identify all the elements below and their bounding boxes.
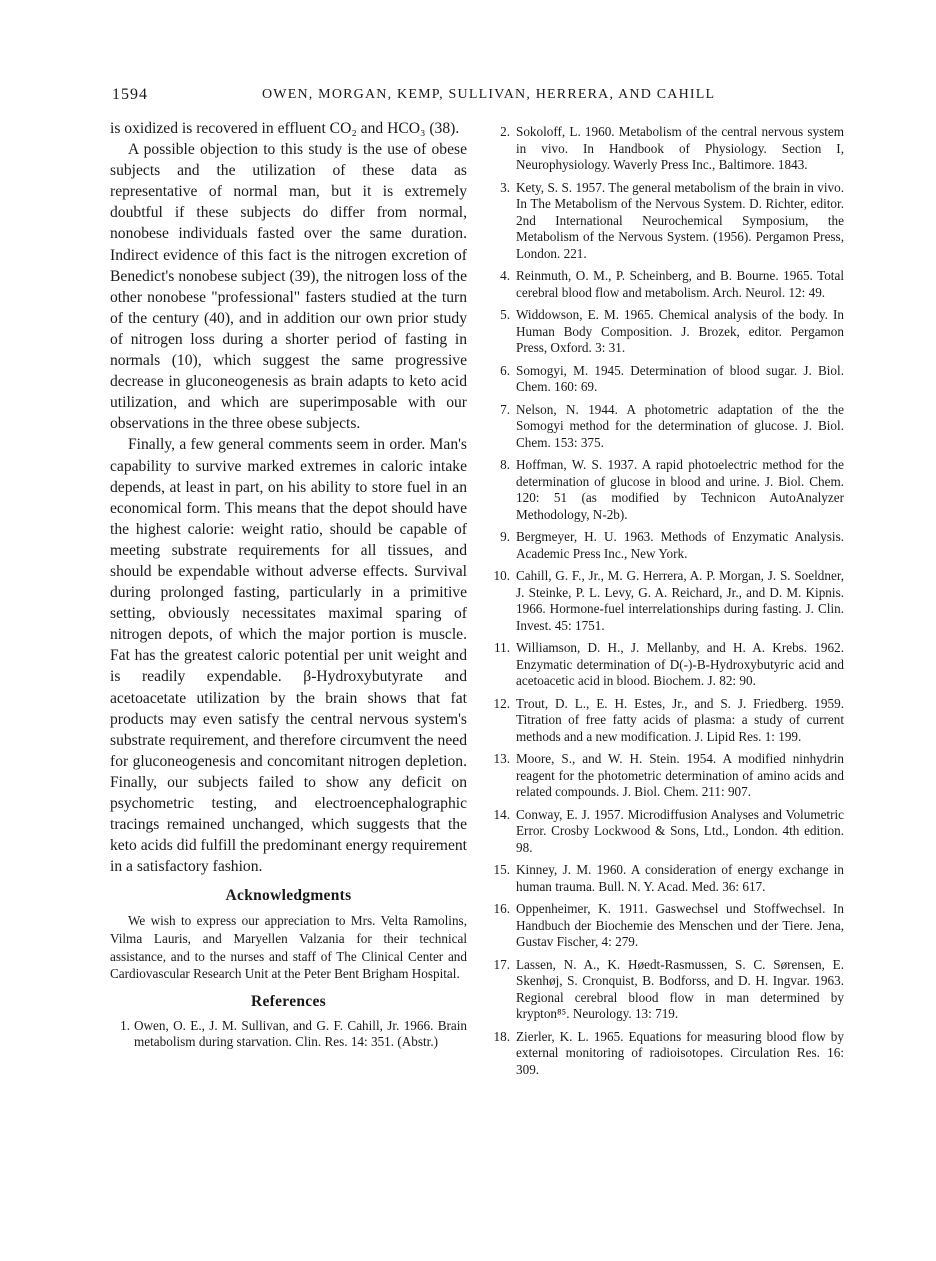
reference-number: 5. <box>500 307 510 322</box>
reference-number: 12. <box>493 695 510 711</box>
reference-number: 13. <box>493 751 510 766</box>
page-header <box>112 86 852 110</box>
reference-number: 1. <box>120 1017 130 1033</box>
reference-number: 6. <box>500 362 510 378</box>
reference-text: Zierler, K. L. 1965. Equations for measuring blood flow by external monitoring of radioisotopes. Circulation Res. 16: 309. <box>516 1028 844 1077</box>
reference-number: 11. <box>494 640 510 655</box>
reference-text: Reinmuth, O. M., P. Scheinberg, and B. Bourne. 1965. Total cerebral blood flow and metabolism. Arch. Neurol. 12: 49. <box>516 268 844 300</box>
reference-text: Oppenheimer, K. 1911. Gaswechsel und Stoffwechsel. In Handbuch der Biochemie des Menschen und der Tiere. Jena, Gustav Fischer, 4: 279. <box>516 901 844 949</box>
reference-text: Bergmeyer, H. U. 1963. Methods of Enzymatic Analysis. Academic Press Inc., New York. <box>516 529 844 561</box>
reference-number: 9. <box>500 529 510 544</box>
acknowledgments-text: We wish to express our appreciation to Mrs. Velta Ramolins, Vilma Lauris, and Maryellen Valzania for their technical assistance, and to the nurses and staff of The Clinical Center and Cardiovascular Research Unit at the Peter Bent Brigham Hospital. <box>110 913 467 982</box>
reference-text: Lassen, N. A., K. Høedt-Rasmussen, S. C. Sørensen, E. Skenhøj, S. Cronquist, B. Bodforss, and D. H. Ingvar. 1963. Regional cerebral blood flow in man determined by krypton⁸⁵. Neurology. 13: 719. <box>516 956 844 1021</box>
reference-text: Sokoloff, L. 1960. Metabolism of the central nervous system in vivo. In Handbook of Physiology. Section I, Neurophysiology. Waverly Press Inc., Baltimore. 1843. <box>516 124 844 172</box>
reference-item <box>486 751 844 801</box>
body-paragraph: is oxidized is recovered in effluent CO₂ and HCO₃ (38). <box>110 120 460 137</box>
body-paragraph: Finally, a few general comments seem in order. Man's capability to survive marked extremes in caloric intake depends, at least in part, on his ability to store fuel in an economical form. This means that the depot should have the highest calorie: weight ratio, should be capable of meeting substrate requirements for all tissues, and should be expendable without adverse effects. Survival during prolonged fasting, particularly in a primitive setting, obviously necessitates maximal sparing of nitrogen depots, of which the major portion is muscle. Fat has the greatest caloric potential per unit weight and is readily expendable. β-Hydroxybutyrate and acetoacetate utilization by the brain shows that fat products may even satisfy the central nervous system's substrate requirement, and therefore circumvent the need for gluconeogenesis and concomitant nitrogen depletion. Finally, our subjects failed to show any deficit on psychometric testing, and electroencephalographic tracings remained unchanged, which suggests that the keto acids did fulfill the predominant energy requirement in a satisfactory fashion. <box>110 436 467 876</box>
reference-item <box>486 568 844 634</box>
reference-text: Kety, S. S. 1957. The general metabolism of the brain in vivo. In The Metabolism of the Nervous System. D. Richter, editor. 2nd International Neurochemical Symposium, the Metabolism of the Nervous System. (1956). Pergamon Press, London. 221. <box>516 179 844 261</box>
reference-text: Conway, E. J. 1957. Microdiffusion Analyses and Volumetric Error. Crosby Lockwood & Sons, Ltd., London. 4th edition. 98. <box>516 806 844 855</box>
reference-list-left <box>110 1018 467 1051</box>
reference-text: Nelson, N. 1944. A photometric adaptation of the the Somogyi method for the determination of glucose. J. Biol. Chem. 153: 375. <box>516 401 844 450</box>
reference-number: 4. <box>500 268 510 283</box>
reference-item <box>486 696 844 746</box>
reference-number: 15. <box>493 862 510 877</box>
reference-number: 18. <box>493 1028 510 1044</box>
reference-text: Somogyi, M. 1945. Determination of blood sugar. J. Biol. Chem. 160: 69. <box>516 362 844 394</box>
reference-item <box>486 862 844 895</box>
reference-text: Williamson, D. H., J. Mellanby, and H. A. Krebs. 1962. Enzymatic determination of D(-)-B-Hydroxybutyric acid and acetoacetic acid in blood. Biochem. J. 82: 90. <box>516 640 844 688</box>
reference-item <box>486 363 844 396</box>
reference-number: 7. <box>500 401 510 417</box>
right-column <box>486 124 844 1084</box>
reference-item <box>486 1029 844 1079</box>
reference-item <box>486 957 844 1023</box>
reference-item <box>110 1018 467 1051</box>
reference-item <box>486 307 844 357</box>
body-paragraph: A possible objection to this study is the use of obese subjects and the utilization of these data as representative of normal man, but it is extremely doubtful if these subjects do differ from normal, nonobese individuals fasted over the same duration. Indirect evidence of this fact is the nitrogen excretion of Benedict's nonobese subject (39), the nitrogen loss of the other nonobese "professional" fasters studied at the turn of the century (40), and in addition our own prior study of nitrogen loss during a shorter period of fasting in normals (10), which suggest the same progressive decrease in gluconeogenesis as brain adapts to keto acid utilization, and which are superimposable with our observations in the three obese subjects. <box>110 141 467 433</box>
reference-item <box>486 457 844 523</box>
reference-item <box>486 640 844 690</box>
running-head: OWEN, MORGAN, KEMP, SULLIVAN, HERRERA, AND CAHILL <box>262 87 716 102</box>
reference-item <box>486 402 844 452</box>
reference-text: Widdowson, E. M. 1965. Chemical analysis of the body. In Human Body Composition. J. Brozek, editor. Pergamon Press, Oxford. 3: 31. <box>516 307 844 355</box>
reference-number: 10. <box>493 568 510 583</box>
reference-text: Moore, S., and W. H. Stein. 1954. A modified ninhydrin reagent for the photometric determination of amino acids and related compounds. J. Biol. Chem. 211: 907. <box>516 751 844 799</box>
reference-list-right <box>486 124 844 1078</box>
reference-number: 14. <box>493 806 510 822</box>
reference-text: Owen, O. E., J. M. Sullivan, and G. F. Cahill, Jr. 1966. Brain metabolism during starvation. Clin. Res. 14: 351. (Abstr.) <box>134 1017 467 1050</box>
reference-item <box>486 180 844 263</box>
reference-number: 8. <box>500 457 510 472</box>
acknowledgments-heading: Acknowledgments <box>225 887 352 905</box>
reference-item <box>486 901 844 951</box>
reference-text: Trout, D. L., E. H. Estes, Jr., and S. J. Friedberg. 1959. Titration of free fatty acids of plasma: a study of current methods and a new modification. J. Lipid Res. 1: 199. <box>516 695 844 744</box>
reference-text: Hoffman, W. S. 1937. A rapid photoelectric method for the determination of glucose in blood and urine. J. Biol. Chem. 120: 51 (as modified by Technicon AutoAnalyzer Methodology, N-2b). <box>516 457 844 522</box>
reference-item <box>486 268 844 301</box>
reference-number: 16. <box>493 901 510 916</box>
reference-text: Cahill, G. F., Jr., M. G. Herrera, A. P. Morgan, J. S. Soeldner, J. Steinke, P. L. Levy, G. A. Reichard, Jr., and D. M. Kipnis. 1966. Hormone-fuel interrelationships during fasting. J. Clin. Invest. 45: 1751. <box>516 568 844 633</box>
page-number: 1594 <box>112 86 148 103</box>
left-column <box>110 118 467 1057</box>
reference-number: 17. <box>493 956 510 972</box>
reference-number: 2. <box>500 124 510 139</box>
reference-text: Kinney, J. M. 1960. A consideration of energy exchange in human trauma. Bull. N. Y. Acad. Med. 36: 617. <box>516 862 844 894</box>
reference-item <box>486 529 844 562</box>
references-heading: References <box>250 992 326 1010</box>
reference-number: 3. <box>500 179 510 195</box>
reference-item <box>486 124 844 174</box>
reference-item <box>486 807 844 857</box>
